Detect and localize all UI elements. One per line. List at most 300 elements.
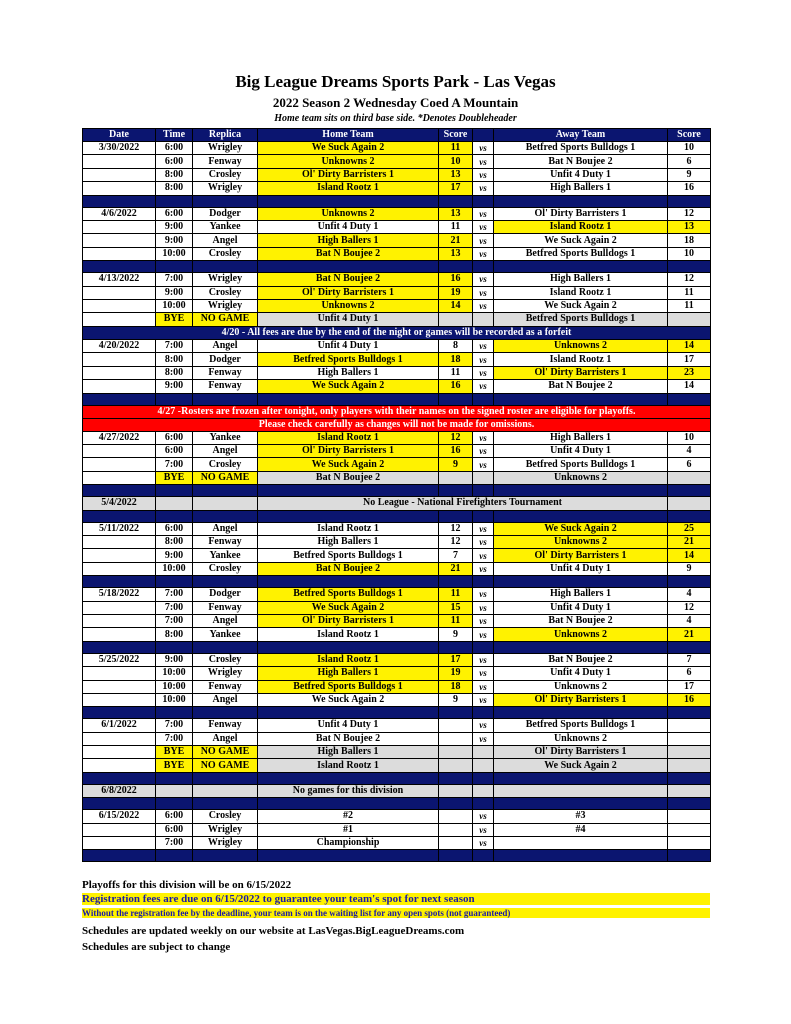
time-cell: 9:00 bbox=[156, 220, 193, 233]
date-cell bbox=[83, 837, 156, 850]
bye-label: BYE bbox=[156, 759, 193, 772]
separator-cell bbox=[439, 576, 473, 588]
home-team-cell: #1 bbox=[258, 823, 439, 836]
away-score-cell: 6 bbox=[668, 155, 711, 168]
away-score-cell: 12 bbox=[668, 207, 711, 220]
time-cell bbox=[156, 784, 193, 797]
home-team-cell: Unfit 4 Duty 1 bbox=[258, 719, 439, 732]
game-row bbox=[83, 273, 711, 286]
no-games-row bbox=[83, 784, 711, 797]
bye-home-team: High Ballers 1 bbox=[258, 746, 439, 759]
away-score-cell: 10 bbox=[668, 247, 711, 260]
col-header-away-score: Score bbox=[668, 129, 711, 142]
roster-notice: Please check carefully as changes will not be made for omissions. bbox=[83, 418, 711, 431]
away-score-cell: 17 bbox=[668, 353, 711, 366]
replica-cell: Fenway bbox=[193, 680, 258, 693]
separator-cell bbox=[83, 393, 156, 405]
away-team-cell: High Ballers 1 bbox=[494, 431, 668, 444]
home-team-cell: High Ballers 1 bbox=[258, 667, 439, 680]
away-team-cell: High Ballers 1 bbox=[494, 182, 668, 195]
bye-away-team: Betfred Sports Bulldogs 1 bbox=[494, 313, 668, 326]
vs-cell: vs bbox=[473, 810, 494, 823]
away-score-cell: 4 bbox=[668, 588, 711, 601]
separator-cell bbox=[473, 576, 494, 588]
date-cell: 6/8/2022 bbox=[83, 784, 156, 797]
separator-cell bbox=[83, 510, 156, 522]
time-cell: 6:00 bbox=[156, 445, 193, 458]
away-team-cell: High Ballers 1 bbox=[494, 273, 668, 286]
home-score-cell bbox=[439, 784, 473, 797]
away-score-cell bbox=[668, 313, 711, 326]
home-team-cell: Island Rootz 1 bbox=[258, 522, 439, 535]
away-team-cell bbox=[494, 784, 668, 797]
replica-cell: Crosley bbox=[193, 810, 258, 823]
separator-cell bbox=[156, 393, 193, 405]
away-score-cell: 21 bbox=[668, 535, 711, 548]
game-row bbox=[83, 142, 711, 155]
time-cell: 8:00 bbox=[156, 182, 193, 195]
separator-cell bbox=[156, 641, 193, 653]
home-score-cell: 9 bbox=[439, 458, 473, 471]
away-team-cell: Unknowns 2 bbox=[494, 680, 668, 693]
separator-cell bbox=[439, 195, 473, 207]
separator-cell bbox=[668, 850, 711, 862]
separator-cell bbox=[193, 261, 258, 273]
no-game-label: NO GAME bbox=[193, 313, 258, 326]
away-team-cell: Unknowns 2 bbox=[494, 340, 668, 353]
separator-cell bbox=[83, 261, 156, 273]
date-cell bbox=[83, 247, 156, 260]
away-team-cell: Unknowns 2 bbox=[494, 628, 668, 641]
vs-cell: vs bbox=[473, 182, 494, 195]
time-cell: 7:00 bbox=[156, 837, 193, 850]
home-score-cell: 12 bbox=[439, 535, 473, 548]
away-score-cell: 14 bbox=[668, 340, 711, 353]
separator-cell bbox=[258, 798, 439, 810]
separator-cell bbox=[668, 195, 711, 207]
separator-cell bbox=[258, 576, 439, 588]
replica-cell: Fenway bbox=[193, 601, 258, 614]
date-cell bbox=[83, 458, 156, 471]
col-header-time: Time bbox=[156, 129, 193, 142]
bye-home-team: Unfit 4 Duty 1 bbox=[258, 313, 439, 326]
time-cell: 7:00 bbox=[156, 732, 193, 745]
away-score-cell: 17 bbox=[668, 680, 711, 693]
website-note: Schedules are updated weekly on our website at LasVegas.BigLeagueDreams.com bbox=[82, 925, 465, 937]
vs-cell: vs bbox=[473, 588, 494, 601]
home-team-cell: We Suck Again 2 bbox=[258, 458, 439, 471]
separator-cell bbox=[473, 641, 494, 653]
separator-cell bbox=[473, 485, 494, 497]
date-cell bbox=[83, 746, 156, 759]
game-row bbox=[83, 588, 711, 601]
game-row bbox=[83, 340, 711, 353]
replica-cell bbox=[193, 497, 258, 510]
separator-cell bbox=[258, 393, 439, 405]
vs-cell: vs bbox=[473, 366, 494, 379]
time-cell: 7:00 bbox=[156, 588, 193, 601]
week-separator bbox=[83, 393, 711, 405]
separator-cell bbox=[473, 850, 494, 862]
separator-cell bbox=[439, 485, 473, 497]
game-row bbox=[83, 155, 711, 168]
away-score-cell: 13 bbox=[668, 220, 711, 233]
vs-cell: vs bbox=[473, 247, 494, 260]
separator-cell bbox=[494, 798, 668, 810]
date-cell bbox=[83, 549, 156, 562]
vs-cell: vs bbox=[473, 837, 494, 850]
away-score-cell: 12 bbox=[668, 601, 711, 614]
separator-cell bbox=[258, 850, 439, 862]
separator-cell bbox=[494, 707, 668, 719]
away-team-cell: We Suck Again 2 bbox=[494, 299, 668, 312]
bye-row bbox=[83, 313, 711, 326]
col-header-vs bbox=[473, 129, 494, 142]
home-score-cell bbox=[439, 837, 473, 850]
col-header-home-team: Home Team bbox=[258, 129, 439, 142]
separator-cell bbox=[439, 641, 473, 653]
date-cell bbox=[83, 535, 156, 548]
home-score-cell: 21 bbox=[439, 234, 473, 247]
separator-cell bbox=[193, 641, 258, 653]
separator-cell bbox=[193, 510, 258, 522]
away-score-cell: 6 bbox=[668, 458, 711, 471]
home-score-cell bbox=[439, 746, 473, 759]
separator-cell bbox=[193, 485, 258, 497]
date-cell bbox=[83, 601, 156, 614]
week-separator bbox=[83, 798, 711, 810]
home-score-cell: 21 bbox=[439, 562, 473, 575]
vs-cell: vs bbox=[473, 207, 494, 220]
away-team-cell: Bat N Boujee 2 bbox=[494, 380, 668, 393]
away-score-cell: 11 bbox=[668, 286, 711, 299]
away-score-cell bbox=[668, 471, 711, 484]
separator-cell bbox=[258, 772, 439, 784]
home-score-cell: 16 bbox=[439, 445, 473, 458]
away-score-cell: 12 bbox=[668, 273, 711, 286]
away-team-cell bbox=[494, 837, 668, 850]
home-team-cell: Bat N Boujee 2 bbox=[258, 273, 439, 286]
separator-cell bbox=[193, 393, 258, 405]
separator-cell bbox=[473, 798, 494, 810]
separator-cell bbox=[668, 798, 711, 810]
replica-cell: Fenway bbox=[193, 380, 258, 393]
separator-cell bbox=[83, 772, 156, 784]
separator-cell bbox=[156, 485, 193, 497]
home-team-cell: Championship bbox=[258, 837, 439, 850]
bye-label: BYE bbox=[156, 746, 193, 759]
replica-cell: Fenway bbox=[193, 719, 258, 732]
time-cell: 8:00 bbox=[156, 628, 193, 641]
date-cell: 5/18/2022 bbox=[83, 588, 156, 601]
away-team-cell: Unfit 4 Duty 1 bbox=[494, 562, 668, 575]
game-row bbox=[83, 286, 711, 299]
separator-cell bbox=[193, 772, 258, 784]
table-header-row bbox=[83, 129, 711, 142]
away-score-cell: 21 bbox=[668, 628, 711, 641]
home-team-cell: High Ballers 1 bbox=[258, 366, 439, 379]
vs-cell: vs bbox=[473, 614, 494, 627]
time-cell: 10:00 bbox=[156, 667, 193, 680]
away-team-cell: Ol' Dirty Barristers 1 bbox=[494, 549, 668, 562]
roster-notice: 4/27 -Rosters are frozen after tonight, only players with their names on the signed roster are eligible for playoffs. bbox=[83, 405, 711, 418]
date-cell bbox=[83, 313, 156, 326]
home-score-cell: 13 bbox=[439, 168, 473, 181]
separator-cell bbox=[668, 707, 711, 719]
home-score-cell: 16 bbox=[439, 380, 473, 393]
separator-cell bbox=[668, 576, 711, 588]
vs-cell: vs bbox=[473, 142, 494, 155]
week-separator bbox=[83, 576, 711, 588]
away-score-cell bbox=[668, 823, 711, 836]
home-score-cell: 11 bbox=[439, 366, 473, 379]
home-score-cell: 18 bbox=[439, 680, 473, 693]
bye-label: BYE bbox=[156, 313, 193, 326]
time-cell: 9:00 bbox=[156, 234, 193, 247]
separator-cell bbox=[668, 485, 711, 497]
separator-cell bbox=[83, 576, 156, 588]
replica-cell: Wrigley bbox=[193, 273, 258, 286]
home-team-note: Home team sits on third base side. *Denotes Doubleheader bbox=[274, 113, 517, 124]
separator-cell bbox=[439, 850, 473, 862]
away-team-cell: Island Rootz 1 bbox=[494, 286, 668, 299]
col-header-away-team: Away Team bbox=[494, 129, 668, 142]
time-cell: 9:00 bbox=[156, 380, 193, 393]
away-team-cell: We Suck Again 2 bbox=[494, 234, 668, 247]
away-team-cell: Betfred Sports Bulldogs 1 bbox=[494, 142, 668, 155]
week-separator bbox=[83, 261, 711, 273]
time-cell: 7:00 bbox=[156, 458, 193, 471]
away-team-cell: Unfit 4 Duty 1 bbox=[494, 168, 668, 181]
away-score-cell: 6 bbox=[668, 667, 711, 680]
away-team-cell: Betfred Sports Bulldogs 1 bbox=[494, 247, 668, 260]
home-team-cell: We Suck Again 2 bbox=[258, 142, 439, 155]
vs-cell: vs bbox=[473, 380, 494, 393]
away-score-cell: 10 bbox=[668, 431, 711, 444]
date-cell bbox=[83, 445, 156, 458]
game-row bbox=[83, 380, 711, 393]
time-cell bbox=[156, 497, 193, 510]
replica-cell: Angel bbox=[193, 732, 258, 745]
game-row bbox=[83, 823, 711, 836]
replica-cell: Wrigley bbox=[193, 182, 258, 195]
separator-cell bbox=[494, 261, 668, 273]
home-score-cell: 17 bbox=[439, 653, 473, 666]
game-row bbox=[83, 458, 711, 471]
date-cell: 6/15/2022 bbox=[83, 810, 156, 823]
vs-cell: vs bbox=[473, 601, 494, 614]
vs-cell: vs bbox=[473, 234, 494, 247]
col-header-home-score: Score bbox=[439, 129, 473, 142]
home-score-cell: 13 bbox=[439, 247, 473, 260]
away-score-cell bbox=[668, 837, 711, 850]
separator-cell bbox=[193, 707, 258, 719]
no-game-label: NO GAME bbox=[193, 746, 258, 759]
date-cell: 4/20/2022 bbox=[83, 340, 156, 353]
home-team-cell: Ol' Dirty Barristers 1 bbox=[258, 614, 439, 627]
time-cell: 6:00 bbox=[156, 207, 193, 220]
date-cell bbox=[83, 732, 156, 745]
separator-cell bbox=[494, 510, 668, 522]
away-team-cell: Unknowns 2 bbox=[494, 732, 668, 745]
home-score-cell: 15 bbox=[439, 601, 473, 614]
vs-cell: vs bbox=[473, 299, 494, 312]
home-score-cell: 19 bbox=[439, 286, 473, 299]
bye-home-team: Island Rootz 1 bbox=[258, 759, 439, 772]
time-cell: 7:00 bbox=[156, 273, 193, 286]
game-row bbox=[83, 719, 711, 732]
time-cell: 10:00 bbox=[156, 562, 193, 575]
vs-cell: vs bbox=[473, 286, 494, 299]
vs-cell bbox=[473, 471, 494, 484]
date-cell bbox=[83, 182, 156, 195]
time-cell: 10:00 bbox=[156, 680, 193, 693]
home-score-cell: 8 bbox=[439, 340, 473, 353]
roster-notice-row bbox=[83, 405, 711, 418]
home-score-cell: 7 bbox=[439, 549, 473, 562]
replica-cell: Angel bbox=[193, 614, 258, 627]
away-team-cell: High Ballers 1 bbox=[494, 588, 668, 601]
separator-cell bbox=[668, 641, 711, 653]
home-team-cell: Island Rootz 1 bbox=[258, 653, 439, 666]
vs-cell: vs bbox=[473, 693, 494, 706]
subject-to-change-note: Schedules are subject to change bbox=[82, 941, 231, 953]
date-cell bbox=[83, 628, 156, 641]
replica-cell: Dodger bbox=[193, 207, 258, 220]
home-score-cell: 9 bbox=[439, 693, 473, 706]
date-cell bbox=[83, 823, 156, 836]
fees-notice-row bbox=[83, 326, 711, 339]
away-team-cell: Ol' Dirty Barristers 1 bbox=[494, 366, 668, 379]
replica-cell: Yankee bbox=[193, 628, 258, 641]
separator-cell bbox=[494, 772, 668, 784]
away-score-cell bbox=[668, 746, 711, 759]
replica-cell: Wrigley bbox=[193, 299, 258, 312]
home-score-cell: 12 bbox=[439, 522, 473, 535]
home-score-cell: 14 bbox=[439, 299, 473, 312]
away-team-cell: Bat N Boujee 2 bbox=[494, 155, 668, 168]
vs-cell: vs bbox=[473, 732, 494, 745]
replica-cell: Angel bbox=[193, 693, 258, 706]
time-cell: 8:00 bbox=[156, 353, 193, 366]
home-score-cell: 11 bbox=[439, 588, 473, 601]
separator-cell bbox=[258, 510, 439, 522]
separator-cell bbox=[83, 195, 156, 207]
separator-cell bbox=[473, 772, 494, 784]
vs-cell: vs bbox=[473, 680, 494, 693]
week-separator bbox=[83, 772, 711, 784]
bye-home-team: Bat N Boujee 2 bbox=[258, 471, 439, 484]
separator-cell bbox=[439, 510, 473, 522]
game-row bbox=[83, 207, 711, 220]
time-cell: 9:00 bbox=[156, 286, 193, 299]
game-row bbox=[83, 601, 711, 614]
separator-cell bbox=[439, 772, 473, 784]
separator-cell bbox=[156, 576, 193, 588]
game-row bbox=[83, 299, 711, 312]
separator-cell bbox=[668, 772, 711, 784]
separator-cell bbox=[473, 195, 494, 207]
date-cell: 5/4/2022 bbox=[83, 497, 156, 510]
away-score-cell: 14 bbox=[668, 380, 711, 393]
replica-cell: Yankee bbox=[193, 220, 258, 233]
vs-cell: vs bbox=[473, 168, 494, 181]
replica-cell: Fenway bbox=[193, 535, 258, 548]
game-row bbox=[83, 549, 711, 562]
week-separator bbox=[83, 641, 711, 653]
vs-cell: vs bbox=[473, 220, 494, 233]
separator-cell bbox=[83, 798, 156, 810]
separator-cell bbox=[258, 195, 439, 207]
away-team-cell: Bat N Boujee 2 bbox=[494, 653, 668, 666]
game-row bbox=[83, 522, 711, 535]
home-score-cell: 11 bbox=[439, 220, 473, 233]
home-team-cell: Unfit 4 Duty 1 bbox=[258, 220, 439, 233]
game-row bbox=[83, 182, 711, 195]
game-row bbox=[83, 680, 711, 693]
game-row bbox=[83, 247, 711, 260]
time-cell: 6:00 bbox=[156, 522, 193, 535]
separator-cell bbox=[258, 485, 439, 497]
vs-cell: vs bbox=[473, 667, 494, 680]
time-cell: 8:00 bbox=[156, 366, 193, 379]
replica-cell: Crosley bbox=[193, 247, 258, 260]
away-team-cell: Betfred Sports Bulldogs 1 bbox=[494, 719, 668, 732]
separator-cell bbox=[156, 261, 193, 273]
home-score-cell bbox=[439, 732, 473, 745]
bye-away-team: Ol' Dirty Barristers 1 bbox=[494, 746, 668, 759]
page-title: Big League Dreams Sports Park - Las Vegas bbox=[235, 72, 556, 91]
bye-away-team: Unknowns 2 bbox=[494, 471, 668, 484]
replica-cell: Fenway bbox=[193, 155, 258, 168]
bye-away-team: We Suck Again 2 bbox=[494, 759, 668, 772]
separator-cell bbox=[439, 261, 473, 273]
replica-cell: Angel bbox=[193, 234, 258, 247]
away-team-cell: Unfit 4 Duty 1 bbox=[494, 667, 668, 680]
replica-cell: Crosley bbox=[193, 458, 258, 471]
date-cell bbox=[83, 155, 156, 168]
replica-cell: Crosley bbox=[193, 562, 258, 575]
date-cell: 5/25/2022 bbox=[83, 653, 156, 666]
separator-cell bbox=[473, 393, 494, 405]
separator-cell bbox=[473, 707, 494, 719]
date-cell bbox=[83, 353, 156, 366]
away-team-cell: Island Rootz 1 bbox=[494, 220, 668, 233]
date-cell: 4/27/2022 bbox=[83, 431, 156, 444]
separator-cell bbox=[258, 707, 439, 719]
replica-cell: Wrigley bbox=[193, 823, 258, 836]
home-team-cell: Island Rootz 1 bbox=[258, 628, 439, 641]
replica-cell: Yankee bbox=[193, 431, 258, 444]
home-score-cell bbox=[439, 313, 473, 326]
separator-cell bbox=[156, 510, 193, 522]
away-score-cell: 9 bbox=[668, 168, 711, 181]
game-row bbox=[83, 732, 711, 745]
playoffs-note: Playoffs for this division will be on 6/15/2022 bbox=[82, 879, 292, 891]
vs-cell: vs bbox=[473, 549, 494, 562]
date-cell bbox=[83, 680, 156, 693]
page-subtitle: 2022 Season 2 Wednesday Coed A Mountain bbox=[272, 95, 519, 110]
game-row bbox=[83, 810, 711, 823]
away-score-cell: 16 bbox=[668, 693, 711, 706]
bye-row bbox=[83, 746, 711, 759]
away-score-cell bbox=[668, 759, 711, 772]
separator-cell bbox=[156, 707, 193, 719]
away-score-cell: 23 bbox=[668, 366, 711, 379]
week-separator bbox=[83, 707, 711, 719]
replica-cell: Crosley bbox=[193, 286, 258, 299]
game-row bbox=[83, 168, 711, 181]
